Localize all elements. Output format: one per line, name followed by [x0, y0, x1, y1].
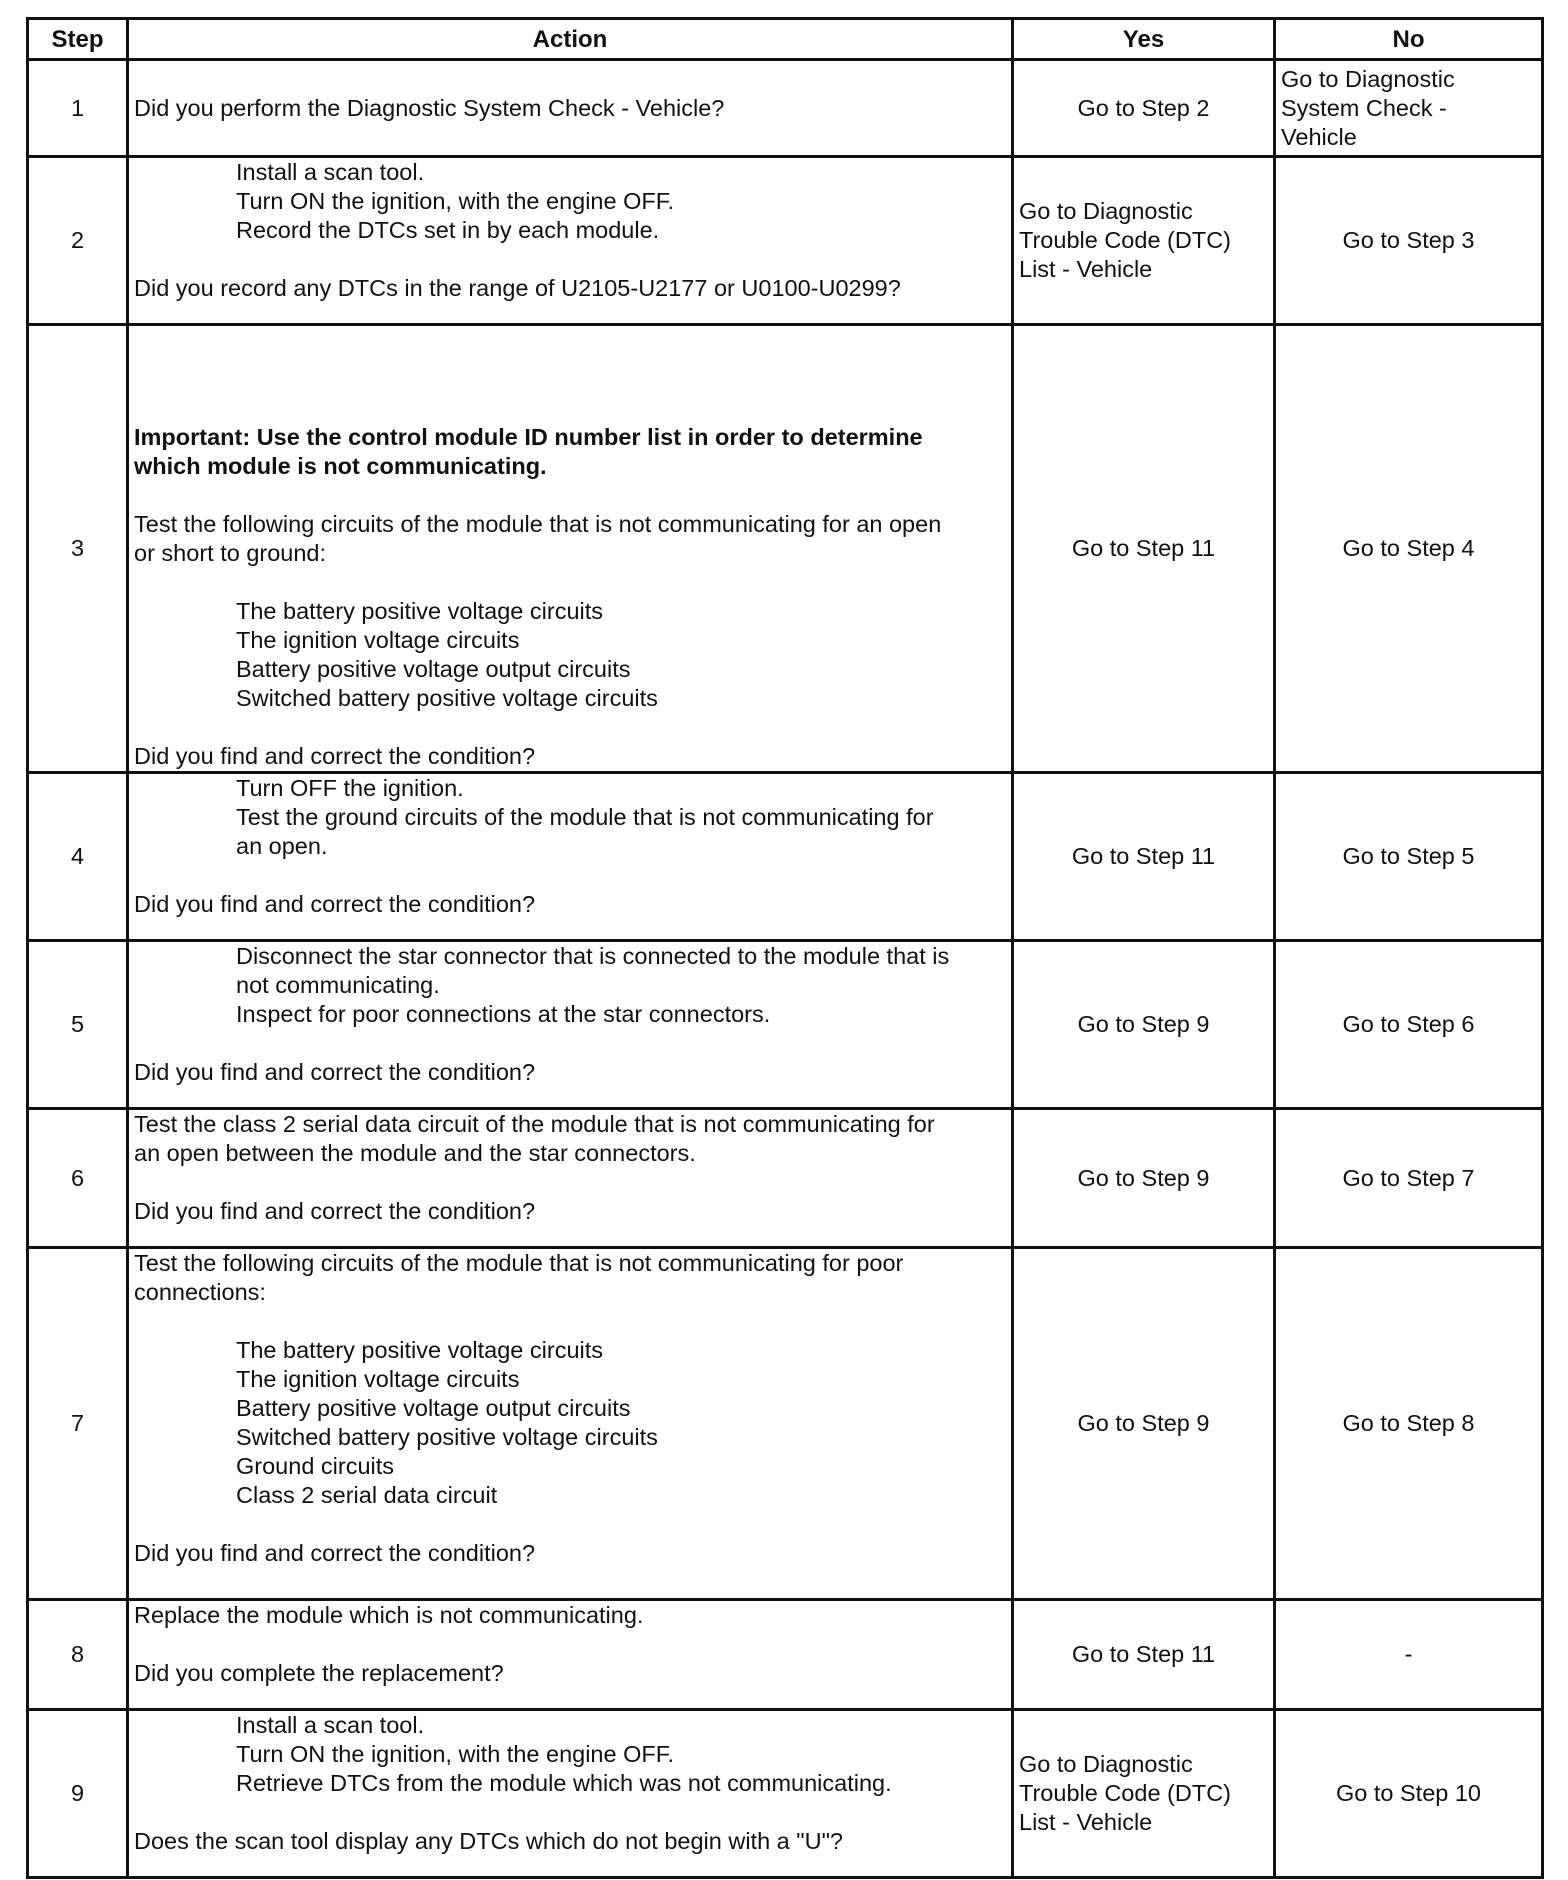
step-number: 4: [28, 773, 128, 941]
yes-cell: [1013, 157, 1275, 325]
table-row: [28, 773, 1543, 941]
no-line: Go to Diagnostic: [1281, 65, 1455, 92]
no-line: Vehicle: [1281, 123, 1357, 150]
instruction-list: [134, 158, 1006, 245]
instruction-list: [134, 774, 1006, 861]
action-cell: [128, 941, 1013, 1109]
yes-line: Go to Diagnostic: [1019, 1751, 1193, 1777]
step-number: 6: [28, 1109, 128, 1248]
instruction-item: The battery positive voltage circuits: [236, 1337, 604, 1363]
diagnostic-table: [26, 17, 1544, 1879]
yes-cell: Go to Step 2: [1013, 60, 1275, 157]
yes-cell: Go to Step 9: [1013, 1248, 1275, 1600]
header-action: Action: [128, 19, 1013, 60]
no-cell: Go to Step 4: [1275, 325, 1543, 773]
instruction-item: Battery positive voltage output circuits: [236, 1395, 631, 1421]
action-cell: [128, 1109, 1013, 1248]
intro-text: Replace the module which is not communicating.: [134, 1602, 644, 1628]
instruction-item: Retrieve DTCs from the module which was not communicating.: [236, 1770, 892, 1796]
instruction-item: Install a scan tool.: [236, 159, 425, 185]
question: Did you complete the replacement?: [134, 1660, 504, 1686]
step-number: 2: [28, 157, 128, 325]
no-line: System Check -: [1281, 94, 1447, 121]
instruction-item: Turn ON the ignition, with the engine OFF.: [236, 188, 675, 214]
yes-cell: Go to Step 9: [1013, 941, 1275, 1109]
instruction-list: [134, 1711, 1006, 1798]
table-row: [28, 325, 1543, 773]
instruction-list: [134, 597, 1006, 713]
table-row: [28, 1710, 1543, 1878]
instruction-item: Switched battery positive voltage circuits: [236, 1424, 658, 1450]
instruction-item: Switched battery positive voltage circuits: [236, 685, 658, 711]
table-row: [28, 60, 1543, 157]
no-cell: Go to Step 5: [1275, 773, 1543, 941]
table-row: [28, 1248, 1543, 1600]
yes-line: Trouble Code (DTC): [1019, 227, 1231, 253]
table-row: [28, 157, 1543, 325]
intro-text: Test the class 2 serial data circuit of the module that is not communicating for an open between the module and the star connectors.: [134, 1111, 935, 1166]
no-cell: Go to Step 7: [1275, 1109, 1543, 1248]
table-row: [28, 941, 1543, 1109]
action-cell: [128, 773, 1013, 941]
question: Did you find and correct the condition?: [134, 743, 536, 769]
instruction-item: The battery positive voltage circuits: [236, 598, 604, 624]
action-cell: [128, 325, 1013, 773]
yes-cell: Go to Step 11: [1013, 325, 1275, 773]
instruction-list: [134, 1336, 1006, 1510]
important-note: Important: Use the control module ID number list in order to determine which module is not communicating.: [134, 424, 923, 479]
instruction-item: The ignition voltage circuits: [236, 627, 520, 653]
question: Does the scan tool display any DTCs which do not begin with a "U"?: [134, 1828, 843, 1854]
action-cell: [128, 1248, 1013, 1600]
no-cell: Go to Step 8: [1275, 1248, 1543, 1600]
instruction-item: Inspect for poor connections at the star connectors.: [236, 1001, 771, 1027]
instruction-list: [134, 942, 1006, 1029]
yes-cell: Go to Step 11: [1013, 1600, 1275, 1710]
step-number: 3: [28, 325, 128, 773]
header-step: Step: [28, 19, 128, 60]
no-cell: [1275, 60, 1543, 157]
yes-line: Go to Diagnostic: [1019, 198, 1193, 224]
instruction-item: Class 2 serial data circuit: [236, 1482, 498, 1508]
intro-text: Test the following circuits of the module that is not communicating for an open or short to ground:: [134, 511, 942, 566]
no-cell: Go to Step 6: [1275, 941, 1543, 1109]
step-number: 1: [28, 60, 128, 157]
action-cell: [128, 1710, 1013, 1878]
question: Did you find and correct the condition?: [134, 891, 536, 917]
question: Did you find and correct the condition?: [134, 1059, 536, 1085]
yes-cell: [1013, 1710, 1275, 1878]
action-cell: [128, 60, 1013, 157]
question: Did you find and correct the condition?: [134, 1540, 536, 1566]
yes-cell: Go to Step 11: [1013, 773, 1275, 941]
question: Did you record any DTCs in the range of U2105-U2177 or U0100-U0299?: [134, 275, 901, 301]
instruction-item: Test the ground circuits of the module that is not communicating for: [236, 804, 934, 830]
instruction-item: not communicating.: [236, 972, 440, 998]
action-cell: [128, 157, 1013, 325]
action-cell: [128, 1600, 1013, 1710]
no-cell: Go to Step 10: [1275, 1710, 1543, 1878]
intro-text: Test the following circuits of the module that is not communicating for poor connections:: [134, 1250, 904, 1305]
header-yes: Yes: [1013, 19, 1275, 60]
step-number: 5: [28, 941, 128, 1109]
instruction-item: Record the DTCs set in by each module.: [236, 217, 660, 243]
no-cell: Go to Step 3: [1275, 157, 1543, 325]
yes-line: List - Vehicle: [1019, 256, 1153, 282]
step-number: 9: [28, 1710, 128, 1878]
instruction-item: an open.: [236, 833, 328, 859]
instruction-item: Install a scan tool.: [236, 1712, 425, 1738]
step-number: 8: [28, 1600, 128, 1710]
instruction-item: Battery positive voltage output circuits: [236, 656, 631, 682]
instruction-item: Disconnect the star connector that is connected to the module that is: [236, 943, 950, 969]
instruction-item: The ignition voltage circuits: [236, 1366, 520, 1392]
table-row: [28, 1109, 1543, 1248]
yes-cell: Go to Step 9: [1013, 1109, 1275, 1248]
question: Did you find and correct the condition?: [134, 1198, 536, 1224]
question: Did you perform the Diagnostic System Check - Vehicle?: [134, 94, 725, 121]
header-row: [28, 19, 1543, 60]
step-number: 7: [28, 1248, 128, 1600]
instruction-item: Ground circuits: [236, 1453, 395, 1479]
no-cell: -: [1275, 1600, 1543, 1710]
table-row: [28, 1600, 1543, 1710]
instruction-item: Turn OFF the ignition.: [236, 775, 464, 801]
yes-line: List - Vehicle: [1019, 1809, 1153, 1835]
header-no: No: [1275, 19, 1543, 60]
instruction-item: Turn ON the ignition, with the engine OFF.: [236, 1741, 675, 1767]
yes-line: Trouble Code (DTC): [1019, 1780, 1231, 1806]
